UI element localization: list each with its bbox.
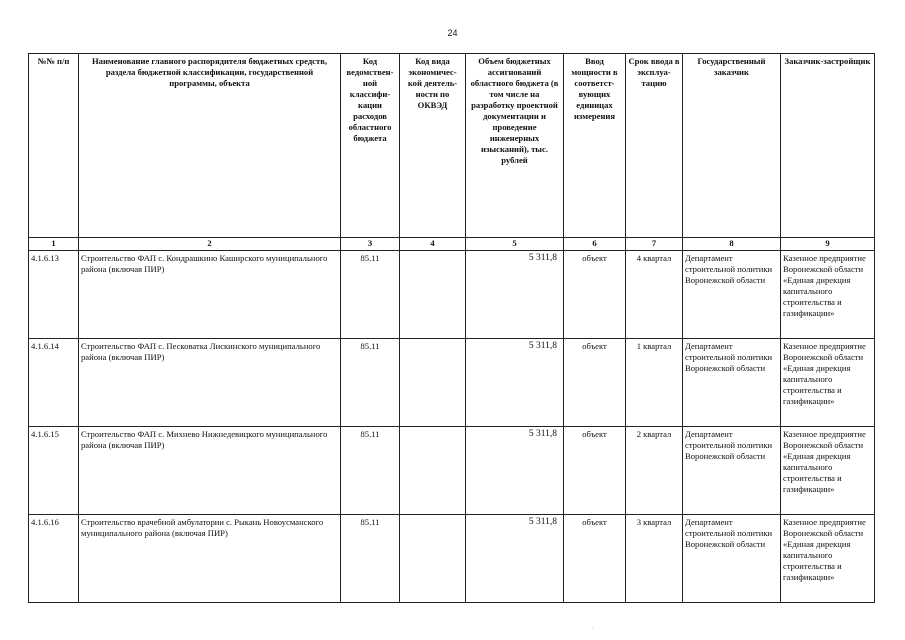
row-term: 1 квартал bbox=[626, 339, 683, 427]
row-code: 85.11 bbox=[341, 427, 400, 515]
row-developer: Казенное предприятие Воронежской области «Единая дирекция капитального строительства и газификации» bbox=[781, 251, 875, 339]
column-number: 1 bbox=[29, 238, 79, 251]
row-term: 2 квартал bbox=[626, 427, 683, 515]
row-customer: Департамент строительной политики Воронежской области bbox=[683, 251, 781, 339]
row-name: Строительство врачебной амбулатории с. Рыкань Новоусманского муниципального района (включая ПИР) bbox=[79, 515, 341, 603]
column-number: 7 bbox=[626, 238, 683, 251]
row-okved bbox=[400, 339, 466, 427]
construction-objects-table bbox=[28, 53, 875, 603]
row-okved bbox=[400, 515, 466, 603]
table-row bbox=[29, 251, 875, 339]
row-amount: 5 311,8 bbox=[466, 515, 564, 603]
header-term: Срок ввода в эксплуа-тацию bbox=[626, 54, 683, 238]
table-row bbox=[29, 515, 875, 603]
header-num: №№ п/п bbox=[29, 54, 79, 238]
header-amount: Объем бюджетных ассигнований областного бюджета (в том числе на разработку проектной документации и проведение инженерных изысканий), тыс. рублей bbox=[466, 54, 564, 238]
row-num: 4.1.6.14 bbox=[29, 339, 79, 427]
row-okved bbox=[400, 251, 466, 339]
row-code: 85.11 bbox=[341, 515, 400, 603]
row-num: 4.1.6.13 bbox=[29, 251, 79, 339]
column-number: 3 bbox=[341, 238, 400, 251]
header-name: Наименование главного распорядителя бюджетных средств, раздела бюджетной классификации, государственной программы, объекта bbox=[79, 54, 341, 238]
column-number-row bbox=[29, 238, 875, 251]
row-term: 4 квартал bbox=[626, 251, 683, 339]
table-row bbox=[29, 427, 875, 515]
header-customer: Государственный заказчик bbox=[683, 54, 781, 238]
column-number: 8 bbox=[683, 238, 781, 251]
scan-dot: · bbox=[592, 626, 594, 632]
row-term: 3 квартал bbox=[626, 515, 683, 603]
row-amount: 5 311,8 bbox=[466, 251, 564, 339]
column-number: 5 bbox=[466, 238, 564, 251]
row-amount: 5 311,8 bbox=[466, 427, 564, 515]
row-amount: 5 311,8 bbox=[466, 339, 564, 427]
row-developer: Казенное предприятие Воронежской области «Единая дирекция капитального строительства и газификации» bbox=[781, 427, 875, 515]
column-number: 4 bbox=[400, 238, 466, 251]
page-number: 24 bbox=[447, 28, 458, 38]
column-number: 9 bbox=[781, 238, 875, 251]
row-name: Строительство ФАП с. Михнево Нижнедевицкого муниципального района (включая ПИР) bbox=[79, 427, 341, 515]
row-customer: Департамент строительной политики Воронежской области bbox=[683, 515, 781, 603]
row-okved bbox=[400, 427, 466, 515]
row-unit: объект bbox=[564, 251, 626, 339]
header-row bbox=[29, 54, 875, 238]
column-number: 2 bbox=[79, 238, 341, 251]
row-customer: Департамент строительной политики Воронежской области bbox=[683, 427, 781, 515]
row-name: Строительство ФАП с. Кондрашкино Каширского муниципального района (включая ПИР) bbox=[79, 251, 341, 339]
row-code: 85.11 bbox=[341, 251, 400, 339]
header-capacity: Ввод мощности в соответст-вующих единицах измерения bbox=[564, 54, 626, 238]
table-row bbox=[29, 339, 875, 427]
row-unit: объект bbox=[564, 339, 626, 427]
row-unit: объект bbox=[564, 427, 626, 515]
row-num: 4.1.6.15 bbox=[29, 427, 79, 515]
header-developer: Заказчик-застройщик bbox=[781, 54, 875, 238]
row-developer: Казенное предприятие Воронежской области «Единая дирекция капитального строительства и газификации» bbox=[781, 515, 875, 603]
row-code: 85.11 bbox=[341, 339, 400, 427]
row-name: Строительство ФАП с. Песковатка Лискинского муниципального района (включая ПИР) bbox=[79, 339, 341, 427]
header-code: Код ведомствен-ной классифи-кации расходов областного бюджета bbox=[341, 54, 400, 238]
row-num: 4.1.6.16 bbox=[29, 515, 79, 603]
row-customer: Департамент строительной политики Воронежской области bbox=[683, 339, 781, 427]
header-okved: Код вида экономичес-кой деятель-ности по ОКВЭД bbox=[400, 54, 466, 238]
row-developer: Казенное предприятие Воронежской области «Единая дирекция капитального строительства и газификации» bbox=[781, 339, 875, 427]
row-unit: объект bbox=[564, 515, 626, 603]
column-number: 6 bbox=[564, 238, 626, 251]
